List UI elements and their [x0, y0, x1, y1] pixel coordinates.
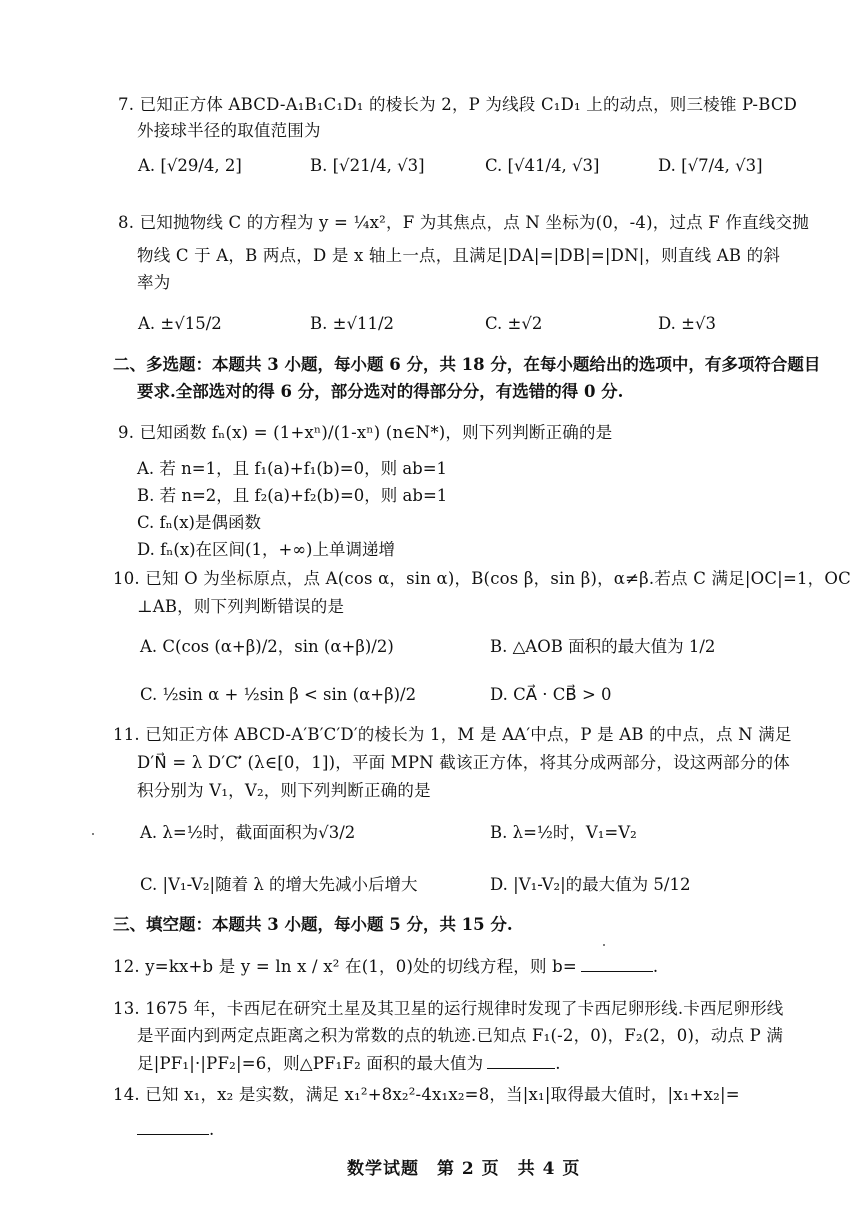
scan-dot: [92, 833, 94, 835]
q13-text: 足|PF₁|·|PF₂|=6，则△PF₁F₂ 面积的最大值为: [137, 1054, 484, 1073]
q8-option-d: D. ±√3: [658, 314, 716, 333]
q8-line3: 率为: [137, 273, 171, 292]
q11-option-b: B. λ=½时，V₁=V₂: [490, 823, 637, 842]
q10-option-b: B. △AOB 面积的最大值为 1/2: [490, 637, 716, 656]
q13-line2: 是平面内到两定点距离之积为常数的点的轨迹.已知点 F₁(-2，0)，F₂(2，0)，动点 P 满: [137, 1026, 784, 1045]
q11-option-a: A. λ=½时，截面面积为√3/2: [140, 823, 356, 842]
q9-option-d: D. fₙ(x)在区间(1，+∞)上单调递增: [137, 540, 395, 559]
q11-line3: 积分别为 V₁，V₂，则下列判断正确的是: [137, 781, 431, 800]
q12-text: 12. y=kx+b 是 y = ln x / x² 在(1，0)处的切线方程，则 b=: [113, 957, 577, 976]
q8-option-c: C. ±√2: [485, 314, 543, 333]
q12-end: .: [652, 957, 659, 976]
q11-option-c: C. |V₁-V₂|随着 λ 的增大先减小后增大: [140, 875, 418, 894]
q9-option-b: B. 若 n=2，且 f₂(a)+f₂(b)=0，则 ab=1: [137, 486, 448, 505]
q8-option-b: B. ±√11/2: [310, 314, 395, 333]
q7-option-d: D. [√7/4, √3]: [658, 156, 763, 175]
q10-line1: 10. 已知 O 为坐标原点，点 A(cos α，sin α)，B(cos β，sin β)，α≠β.若点 C 满足|OC|=1，OC: [113, 569, 851, 588]
scan-dot: [603, 944, 605, 946]
q14-end: .: [209, 1120, 215, 1139]
q11-line1: 11. 已知正方体 ABCD-A′B′C′D′的棱长为 1，M 是 AA′中点，P 是 AB 的中点，点 N 满足: [113, 725, 792, 744]
q13-line1: 13. 1675 年，卡西尼在研究土星及其卫星的运行规律时发现了卡西尼卵形线.卡西尼卵形线: [113, 999, 784, 1018]
q11-option-d: D. |V₁-V₂|的最大值为 5/12: [490, 875, 691, 894]
q13-end: .: [555, 1054, 561, 1073]
q14-line2: [137, 1118, 214, 1141]
q10-line2: ⊥AB，则下列判断错误的是: [137, 597, 345, 616]
section2-line2: 要求.全部选对的得 6 分，部分选对的得部分分，有选错的得 0 分.: [137, 382, 624, 401]
q9-stem: 9. 已知函数 fₙ(x) = (1+xⁿ)/(1-xⁿ) (n∈N*)，则下列判断正确的是: [118, 423, 613, 442]
q7-line1: 7. 已知正方体 ABCD-A₁B₁C₁D₁ 的棱长为 2，P 为线段 C₁D₁ 上的动点，则三棱锥 P-BCD: [118, 95, 798, 114]
q7-option-a: A. [√29/4, 2]: [138, 156, 242, 175]
q12-answer-blank[interactable]: [581, 955, 653, 972]
section3-line1: 三、填空题：本题共 3 小题，每小题 5 分，共 15 分.: [113, 915, 513, 934]
q8-option-a: A. ±√15/2: [138, 314, 222, 333]
q10-option-c: C. ½sin α + ½sin β < sin (α+β)/2: [140, 685, 417, 704]
q11-line2: D′N⃗ = λ D′C′⃗ (λ∈[0，1])，平面 MPN 截该正方体，将其分成两部分，设这两部分的体: [137, 753, 790, 772]
q7-option-c: C. [√41/4, √3]: [485, 156, 600, 175]
q8-line2: 物线 C 于 A，B 两点，D 是 x 轴上一点，且满足|DA|=|DB|=|DN|，则直线 AB 的斜: [137, 246, 781, 265]
q9-option-c: C. fₙ(x)是偶函数: [137, 513, 261, 532]
q7-option-b: B. [√21/4, √3]: [310, 156, 425, 175]
q7-line2: 外接球半径的取值范围为: [137, 121, 321, 140]
q10-option-a: A. C(cos (α+β)/2，sin (α+β)/2): [140, 637, 394, 656]
page-footer: 数学试题 第 2 页 共 4 页: [347, 1159, 581, 1179]
q13-line3: [137, 1052, 561, 1075]
q10-option-d: D. CA⃗ · CB⃗ > 0: [490, 685, 612, 704]
q9-option-a: A. 若 n=1，且 f₁(a)+f₁(b)=0，则 ab=1: [137, 459, 448, 478]
q12-line1: [113, 955, 658, 978]
section2-line1: 二、多选题：本题共 3 小题，每小题 6 分，共 18 分，在每小题给出的选项中，有多项符合题目: [113, 355, 821, 374]
q13-answer-blank[interactable]: [487, 1052, 555, 1069]
q14-answer-blank[interactable]: [137, 1118, 209, 1135]
q14-line1: 14. 已知 x₁，x₂ 是实数，满足 x₁²+8x₂²-4x₁x₂=8，当|x₁|取得最大值时，|x₁+x₂|=: [113, 1085, 740, 1104]
q8-line1: 8. 已知抛物线 C 的方程为 y = ¼x²，F 为其焦点，点 N 坐标为(0，-4)，过点 F 作直线交抛: [118, 213, 809, 232]
